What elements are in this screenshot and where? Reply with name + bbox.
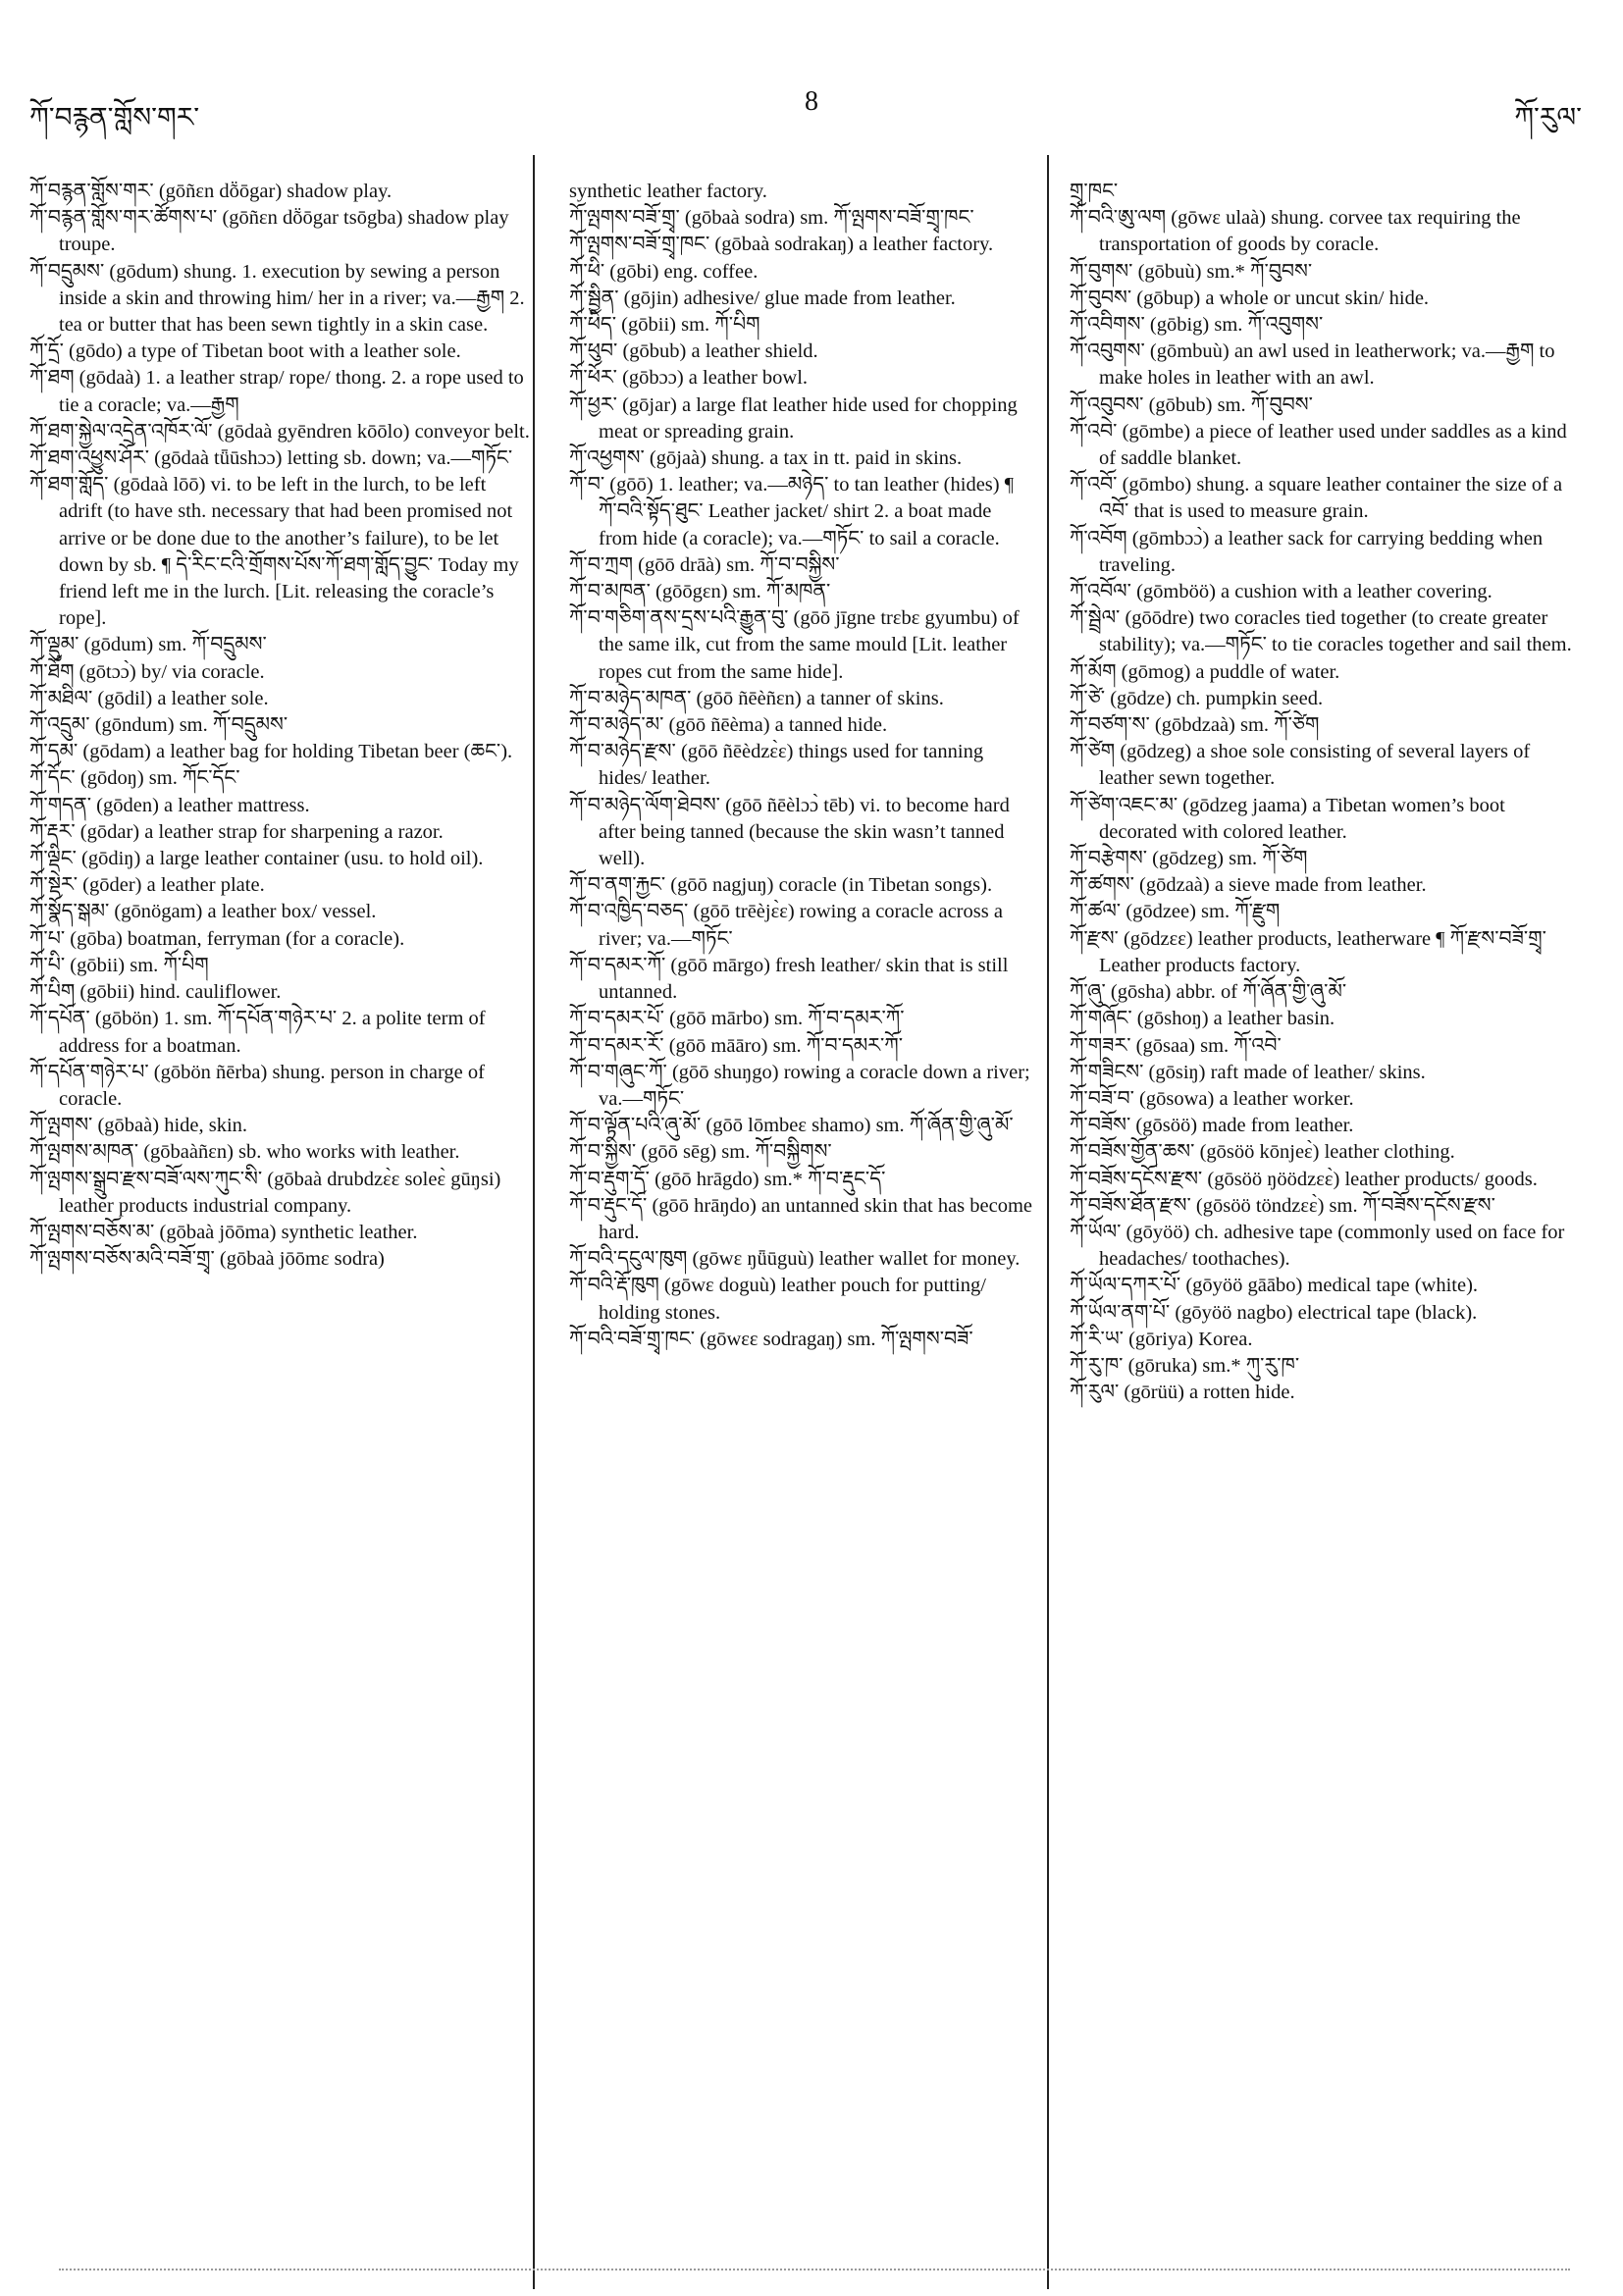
column-3 — [1070, 179, 1580, 1406]
dictionary-entry: ཀོ་ཡོལ་དཀར་པོ་ (gōyöö gāābo) medical tape (white). — [1070, 1275, 1479, 1297]
dictionary-entry: ཀོ་མཐིལ་ (gōdil) a leather sole. — [29, 687, 269, 709]
dictionary-entry: ཀོ་འབོ་ (gōmbo) shung. a square leather container the size of a འབོ་ that is used to measure grain. — [1070, 474, 1563, 523]
dictionary-entry: ཀོ་བཟོ་བ་ (gōsowa) a leather worker. — [1070, 1087, 1354, 1110]
dictionary-entry: ཀོ་རུལ་ (gōrüü) a rotten hide. — [1070, 1382, 1295, 1404]
dictionary-entry: ཀོ་བཟོས་དངོས་རྫས་ (gōsöö ŋöödzɛɛ̀) leather products/ goods. — [1070, 1168, 1538, 1190]
dictionary-entry: ཀོ་སྦྱིན་ (gōjin) adhesive/ glue made from leather. — [569, 287, 956, 309]
dictionary-entry: ཀོ་བ་མཉེད་རྫས་ (gōō ñēèdzɛ̀ɛ) things used for tanning hides/ leather. — [569, 741, 984, 790]
dictionary-entry: ཀོ་དྲོ་ (gōdo) a type of Tibetan boot with a leather sole. — [29, 340, 461, 363]
dictionary-entry: ཀོ་ལྤགས་བཟོ་གྲྭ་ (gōbaà sodra) sm. ཀོ་ལྤགས་བཟོ་གྲྭ་ཁང་ — [569, 207, 974, 230]
dictionary-entry: ཀོ་འཕྱགས་ (gōjaà) shung. a tax in tt. paid in skins. — [569, 447, 963, 470]
dictionary-entry: ཀོ་བ་མཁན་ (gōōgɛn) sm. ཀོ་མཁན་ — [569, 581, 831, 603]
dictionary-entry: ཀོ་བརྙན་གློས་གར་ (gōñɛn dṏōgar) shadow play. — [29, 181, 393, 202]
dictionary-entry: ཀོ་བ་འཁྱིད་བཅད་ (gōō trēèjɛ̀ɛ) rowing a coracle across a river; va.—གཏོང་ — [569, 901, 1003, 950]
column-rule-left — [533, 155, 535, 2289]
page-number: 8 — [805, 86, 818, 117]
dictionary-entry: ཀོ་བཟོས་ཐོན་རྫས་ (gōsöö töndzɛɛ̀) sm. ཀོ་བཟོས་དངོས་རྫས་ — [1070, 1194, 1495, 1217]
dictionary-entry: ཀོ་ཕུབ་ (gōbub) a leather shield. — [569, 340, 818, 363]
dictionary-entry: ཀོ་འབུབས་ (gōbub) sm. ཀོ་བུབས་ — [1070, 393, 1313, 416]
dictionary-entry: ཀོ་ཐག་འཕྱུས་ཤོར་ (gōdaà tǖūshɔɔ) letting sb. down; va.—གཏོང་ — [29, 447, 513, 470]
dictionary-entry: ཀོ་བཙག་ས་ (gōbdzaà) sm. ཀོ་ཙེག — [1070, 714, 1320, 737]
dictionary-entry: ཀོ་ཙེག་འཇང་མ་ (gōdzeg jaama) a Tibetan women’s boot decorated with colored leather. — [1070, 794, 1505, 843]
dictionary-entry: ཀོ་བ་རྡུང་དོ་ (gōō hrāŋdo) an untanned skin that has become hard. — [569, 1194, 1033, 1243]
dictionary-entry: ཀོ་བའི་དངུལ་ཁུག (gōwɛ ŋǖūguù) leather wallet for money. — [569, 1248, 1021, 1271]
column-rule-right — [1047, 155, 1049, 2289]
dictionary-entry: ཀོ་བུབས་ (gōbup) a whole or uncut skin/ hide. — [1070, 287, 1430, 309]
dictionary-entry: ཀོ་རྡར་ (gōdar) a leather strap for sharpening a razor. — [29, 820, 444, 843]
dictionary-entry: ཀོ་སྣོད་སྒམ་ (gōnögam) a leather box/ vessel. — [29, 901, 377, 923]
dictionary-entry: ཀོ་དམ་ (gōdam) a leather bag for holding Tibetan beer (ཆང་). — [29, 741, 513, 763]
dictionary-entry: ཀོ་བཟོས་གྱོན་ཆས་ (gōsöö kōnjeɛ̀) leather clothing. — [1070, 1141, 1455, 1164]
dictionary-entry: ཀོ་ཡོལ་ནག་པོ་ (gōyöö nagbo) electrical tape (black). — [1070, 1301, 1478, 1324]
dictionary-entry: ཀོ་རི་ཡ་ (gōriya) Korea. — [1070, 1328, 1253, 1350]
header-left-guideword: ཀོ་བརྙན་གློས་གར་ — [29, 103, 200, 133]
dictionary-entry: ཀོ་དོང་ (gōdoŋ) sm. ཀོང་དོང་ — [29, 767, 240, 790]
dictionary-entry: ཀོ་བའི་རྡོ་ཁུག (gōwɛ doguù) leather pouch for putting/ holding stones. — [569, 1275, 986, 1324]
dictionary-entry: ཀོ་བརྩེགས་ (gōdzeg) sm. ཀོ་ཙེག — [1070, 848, 1308, 870]
dictionary-entry: ཀོ་བ་དམར་པོ་ (gōō mārbo) sm. ཀོ་བ་དམར་ཀོ་ — [569, 1008, 905, 1030]
dictionary-entry: ཀོ་གཟར་ (gōsaa) sm. ཀོ་འབེ་ — [1070, 1034, 1282, 1057]
dictionary-entry: ཀོ་འབིགས་ (gōbig) sm. ཀོ་འབུགས་ — [1070, 314, 1324, 337]
dictionary-entry: ཀོ་བ་ཀྲག (gōō drāà) sm. ཀོ་བ་བསྐྱིས་ — [569, 553, 840, 576]
dictionary-entry: synthetic leather factory. — [569, 181, 767, 202]
dictionary-entry: ཀོ་ལྡིང་ (gōdiŋ) a large leather container (usu. to hold oil). — [29, 848, 484, 870]
column-2 — [569, 179, 1034, 1353]
dictionary-entry: ཀོ་བ་སྐྱིས་ (gōō sēg) sm. ཀོ་བསྐྱིགས་ — [569, 1141, 832, 1164]
dictionary-entry: ཀོ་བ་རྡུག་དོ་ (gōō hrāgdo) sm.* ཀོ་བ་རྡུང་དོ་ — [569, 1168, 886, 1190]
dictionary-entry: ཀོ་ཕྱར་ (gōjar) a large flat leather hide used for chopping meat or spreading grain. — [569, 393, 1018, 443]
dictionary-entry: ཀོ་བ་དམར་ཀོ་ (gōō mārgo) fresh leather/ skin that is still untanned. — [569, 954, 1009, 1004]
dictionary-entry: ཀོ་གདན་ (gōden) a leather mattress. — [29, 794, 310, 816]
dictionary-entry: ཀོ་ལྤགས་སྒྲུབ་རྫས་བཟོ་ལས་ཀུང་སི་ (gōbaà drubdzɛ̀ɛ soleɛ̀ gūŋsi) leather products industrial company. — [29, 1168, 501, 1217]
dictionary-entry: ཀོ་རྫས་ (gōdzɛɛ) leather products, leatherware ¶ ཀོ་རྫས་བཟོ་གྲྭ་ Leather products factory. — [1070, 927, 1546, 976]
dictionary-entry: ཀོ་དཔོན་ (gōbön) 1. sm. ཀོ་དཔོན་གཉེར་པ་ 2. a polite term of address for a boatman. — [29, 1008, 486, 1057]
dictionary-entry: ཀོ་བདྲུམས་ (gōdum) shung. 1. execution by sewing a person inside a skin and throwing him/ her in a river; va.—རྒྱག 2. tea or butter that has been sewn tightly in a skin case. — [29, 260, 525, 337]
dictionary-entry: ཀོ་བ་མཉེད་མཁན་ (gōō ñēèñɛn) a tanner of skins. — [569, 687, 944, 709]
dictionary-entry: ཀོ་བ་མཉེད་ལོག་ཐེབས་ (gōō ñēèlɔɔ̀ tēb) vi. to become hard after being tanned (because the skin wasn’t tanned well). — [569, 794, 1010, 870]
dictionary-entry: ཀོ་བརྙན་གློས་གར་ཚོགས་པ་ (gōñɛn dṏōgar tsōgba) shadow play troupe. — [29, 207, 509, 256]
dictionary-entry: ཀོ་བའི་ཨུ་ལག (gōwɛ ulaà) shung. corvee tax requiring the transportation of goods by coracle. — [1070, 207, 1521, 256]
dictionary-entry: ཀོ་འབུགས་ (gōmbuù) an awl used in leatherwork; va.—རྒྱག to make holes in leather with an awl. — [1070, 340, 1555, 390]
dictionary-entry: ཀོ་ཐག་གློད་ (gōdaà lōō) vi. to be left in the lurch, to be left adrift (to have sth. necessary that had been promised not arrive or be done due to the another’s failure), to be let down by sb. ¶ དེ་རིང་ངའི་གྲོགས་པོས་ཀོ་ཐག་གློད་བྱུང་ Today my friend left me in the lurch. [Lit. releasing the coracle’s rope]. — [29, 474, 519, 630]
dictionary-entry: ཀོ་འབེ་ (gōmbe) a piece of leather used under saddles as a kind of saddle blanket. — [1070, 420, 1567, 470]
dictionary-entry: ཀོ་གཞོང་ (gōshoŋ) a leather basin. — [1070, 1008, 1335, 1030]
dictionary-entry: ཀོ་ལྤགས་བཟོ་གྲྭ་ཁང་ (gōbaà sodrakaŋ) a leather factory. — [569, 234, 994, 256]
dictionary-entry: ཀོ་ཚགས་ (gōdzaà) a sieve made from leather. — [1070, 874, 1427, 897]
dictionary-entry: ཀོ་པིག (gōbii) hind. cauliflower. — [29, 981, 282, 1004]
dictionary-entry: ཀོ་སྦྲེལ་ (gōōdre) two coracles tied together (to create greater stability); va.—གཏོང་ to tie coracles together and sail them. — [1070, 607, 1572, 656]
footer-dashes — [59, 2269, 1570, 2271]
dictionary-entry: གྲྭ་ཁང་ — [1070, 181, 1119, 202]
dictionary-entry: ཀོ་ཐོག (gōtɔɔ̀) by/ via coracle. — [29, 660, 265, 683]
dictionary-entry: ཀོ་ཕོར་ (gōbɔɔ) a leather bowl. — [569, 367, 809, 390]
dictionary-entry: ཀོ་བ་ནག་རྐྱང་ (gōō nagjuŋ) coracle (in Tibetan songs). — [569, 874, 993, 897]
dictionary-entry: ཀོ་བ་གཞུང་ཀོ་ (gōō shuŋgo) rowing a coracle down a river; va.—གཏོང་ — [569, 1061, 1030, 1110]
dictionary-entry: ཀོ་མོག (gōmog) a puddle of water. — [1070, 660, 1340, 683]
dictionary-entry: ཀོ་ལྡུམ་ (gōdum) sm. ཀོ་བདྲུམས་ — [29, 634, 267, 656]
column-1 — [29, 179, 532, 1273]
header-right-guideword: ཀོ་རུལ་ — [1514, 103, 1582, 133]
dictionary-entry: ཀོ་པ་ (gōba) boatman, ferryman (for a coracle). — [29, 927, 405, 950]
dictionary-entry: ཀོ་ཙེ་ (gōdze) ch. pumpkin seed. — [1070, 687, 1324, 709]
dictionary-entry: ཀོ་ལྤགས་ (gōbaà) hide, skin. — [29, 1115, 248, 1137]
dictionary-entry: ཀོ་ཐག་སྐྱེལ་འདྲེན་འཁོར་ལོ་ (gōdaà gyēndren kōōlo) conveyor belt. — [29, 420, 530, 443]
dictionary-entry: ཀོ་ཐག (gōdaà) 1. a leather strap/ rope/ thong. 2. a rope used to tie a coracle; va.—རྒྱག — [29, 367, 524, 416]
dictionary-entry: ཀོ་འབོག (gōmbɔɔ̀) a leather sack for carrying bedding when traveling. — [1070, 527, 1544, 576]
dictionary-entry: ཀོ་བ་མཉེད་མ་ (gōō ñēèma) a tanned hide. — [569, 714, 888, 737]
dictionary-entry: ཀོ་ལྤགས་བཅོས་མ་ (gōbaà jōōma) synthetic leather. — [29, 1221, 418, 1243]
dictionary-entry: ཀོ་བ་ལྟོན་པའི་ཞུ་མོ་ (gōō lōmbeɛ shamo) sm. ཀོ་ཞོན་གྱི་ཞུ་མོ་ — [569, 1115, 1014, 1137]
dictionary-entry: ཀོ་བ་གཅིག་ནས་དྲས་པའི་རྒྱུན་བུ་ (gōō jīgne trɛbɛ gyumbu) of the same ilk, cut from the same mould [Lit. leather ropes cut from the same hide]. — [569, 607, 1020, 683]
dictionary-entry: ཀོ་བ་དམར་རོ་ (gōō māāro) sm. ཀོ་བ་དམར་ཀོ་ — [569, 1034, 904, 1057]
dictionary-entry: ཀོ་དཔོན་གཉེར་པ་ (gōbön ñērba) shung. person in charge of coracle. — [29, 1061, 485, 1110]
dictionary-entry: ཀོ་པི་ (gōbii) sm. ཀོ་པིག — [29, 954, 209, 976]
dictionary-entry: ཀོ་ཙེག (gōdzeg) a shoe sole consisting of several layers of leather sewn together. — [1070, 741, 1531, 790]
dictionary-entry: ཀོ་བཟོས་ (gōsöö) made from leather. — [1070, 1115, 1354, 1137]
dictionary-entry: ཀོ་བ་ (gōō) 1. leather; va.—མཉེད་ to tan leather (hides) ¶ ཀོ་བའི་སྟོད་ཐུང་ Leather jacket/ shirt 2. a boat made from hide (a coracle); va.—གཏོང་ to sail a coracle. — [569, 474, 1015, 549]
dictionary-entry: ཀོ་འབོལ་ (gōmböö) a cushion with a leather covering. — [1070, 581, 1492, 603]
dictionary-entry: ཀོ་ཞུ་ (gōsha) abbr. of ཀོ་ཞོན་གྱི་ཞུ་མོ་ — [1070, 981, 1347, 1004]
dictionary-entry: ཀོ་ཚལ་ (gōdzee) sm. ཀོ་རྫུག — [1070, 901, 1281, 923]
dictionary-entry: ཀོ་སྡེར་ (gōder) a leather plate. — [29, 874, 265, 897]
dictionary-entry: ཀོ་ཕིད་ (gōbii) sm. ཀོ་པིག — [569, 314, 760, 337]
dictionary-entry: ཀོ་ཡོལ་ (gōyöö) ch. adhesive tape (commonly used on face for headaches/ toothaches). — [1070, 1221, 1565, 1271]
dictionary-entry: ཀོ་ཕི་ (gōbi) eng. coffee. — [569, 260, 759, 283]
dictionary-entry: ཀོ་གཟིངས་ (gōsiŋ) raft made of leather/ skins. — [1070, 1061, 1426, 1083]
dictionary-entry: ཀོ་བུགས་ (gōbuù) sm.* ཀོ་བུབས་ — [1070, 260, 1313, 283]
dictionary-entry: ཀོ་ལྤགས་མཁན་ (gōbaàñɛn) sb. who works with leather. — [29, 1141, 460, 1164]
dictionary-entry: ཀོ་ལྤགས་བཅོས་མའི་བཟོ་གྲྭ་ (gōbaà jōōmɛ sodra) — [29, 1248, 385, 1271]
dictionary-entry: ཀོ་རུ་ཁ་ (gōruka) sm.* ཀུ་རུ་ཁ་ — [1070, 1354, 1300, 1377]
dictionary-entry: ཀོ་འདྲུམ་ (gōndum) sm. ཀོ་བདྲུམས་ — [29, 714, 288, 737]
dictionary-entry: ཀོ་བའི་བཟོ་གྲྭ་ཁང་ (gōwɛɛ sodragaŋ) sm. ཀོ་ལྤགས་བཟོ་ — [569, 1328, 973, 1350]
